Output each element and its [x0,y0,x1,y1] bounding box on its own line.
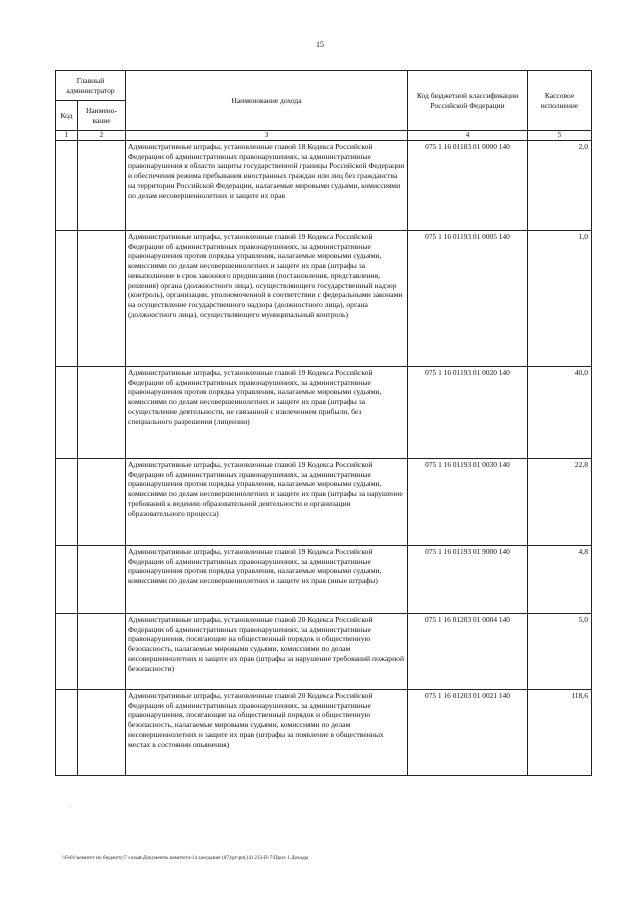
row-income-name: Административные штрафы, установленные главой 19 Кодекса Российской Федерации об административных правонарушениях, за административные правонарушения против порядка управления, налагаемые мировыми судьями, комиссиями по делам несовершеннолетних и защите их прав (иные штрафы) [126,546,408,614]
row-naming [78,690,126,776]
row-income-name: Административные штрафы, установленные главой 19 Кодекса Российской Федерации об административных правонарушениях, за административные правонарушения против порядка управления, налагаемые мировыми судьями, комиссиями по делам несовершеннолетних и защите их прав (штрафы за невыполнение в срок законного предписания (постановления, представления, решения) органа (должностного лица), осуществляющего государственный надзор (контроль), организации, уполномоченной в соответствии с федеральными законами на осуществление государственного надзора (должностного лица), органа (должностного лица), осуществляющего муниципальный контроль) [126,231,408,367]
row-code [56,546,78,614]
column-number: 1 [56,131,78,141]
header-naming: Наимено-вание [78,101,126,131]
table-row [56,614,592,690]
row-amount: 40,0 [528,367,592,459]
row-income-name: Административные штрафы, установленные главой 18 Кодекса Российской Федерации об административных правонарушениях, за административные правонарушения в области защиты государственной границы Российской Федерации и обеспечения режима пребывания иностранных граждан или лиц без гражданства на территории Российской Федерации, налагаемые мировыми судьями, комиссиями по делам несовершеннолетних и защите их прав [126,141,408,231]
row-naming [78,546,126,614]
column-number: 2 [78,131,126,141]
row-amount: 2,0 [528,141,592,231]
row-amount: 118,6 [528,690,592,776]
row-code [56,141,78,231]
row-amount: 5,0 [528,614,592,690]
header-main-admin: Главный администратор [56,71,126,101]
row-income-name: Административные штрафы, установленные главой 19 Кодекса Российской Федерации об административных правонарушениях, за административные правонарушения против порядка управления, налагаемые мировыми судьями, комиссиями по делам несовершеннолетних и защите их прав (штрафы за нарушение требований к ведению образовательной деятельности и организации образовательного процесса) [126,459,408,546]
row-amount: 1,0 [528,231,592,367]
row-code [56,459,78,546]
row-naming [78,231,126,367]
table-row [56,367,592,459]
row-budget-code: 075 1 16 01203 01 0021 140 [408,690,528,776]
table-row [56,690,592,776]
row-code [56,614,78,690]
row-code [56,690,78,776]
row-budget-code: 075 1 16 01193 01 0005 140 [408,231,528,367]
header-cash-execution: Кассовое исполнение [528,71,592,131]
row-budget-code: 075 1 16 01193 01 0030 140 [408,459,528,546]
column-number: 3 [126,131,408,141]
table-row [56,141,592,231]
row-income-name: Административные штрафы, установленные главой 20 Кодекса Российской Федерации об административных правонарушениях, за административные правонарушения, посягающие на общественный порядок и общественную безопасность, налагаемые мировыми судьями, комиссиями по делам несовершеннолетних и защите их прав (штрафы за нарушение требований пожарной безопасности) [126,614,408,690]
header-code: Код [56,101,78,131]
row-budget-code: 075 1 16 01193 01 9000 140 [408,546,528,614]
row-amount: 22,8 [528,459,592,546]
row-budget-code: 075 1 16 01193 01 0020 140 [408,367,528,459]
page-number: 15 [316,40,324,49]
row-naming [78,141,126,231]
row-naming [78,614,126,690]
row-naming [78,367,126,459]
row-amount: 4,8 [528,546,592,614]
column-number: 4 [408,131,528,141]
row-budget-code: 075 1 16 01183 01 0000 140 [408,141,528,231]
row-income-name: Административные штрафы, установленные главой 20 Кодекса Российской Федерации об административных правонарушениях, за административные правонарушения, посягающие на общественный порядок и общественную безопасность, налагаемые мировыми судьями, комиссиями по делам несовершеннолетних и защите их прав (штрафы за появление в общественных местах в состоянии опьянения) [126,690,408,776]
table-row [56,459,592,546]
row-budget-code: 075 1 16 01203 01 0004 140 [408,614,528,690]
header-budget-code: Код бюджетной классификации Российской Федерации [408,71,528,131]
footer-file-path: \\Fs01\комитет по бюджету\7 созыв\Документы комитета\14 заседание (07)\рг\рп(14) 233-П-7\Прил 1 Доходы [62,855,309,861]
row-code [56,231,78,367]
row-income-name: Административные штрафы, установленные главой 19 Кодекса Российской Федерации об административных правонарушениях, за административные правонарушения против порядка управления, налагаемые мировыми судьями, комиссиями по делам несовершеннолетних и защите их прав (штрафы за осуществление деятельности, не связанной с извлечением прибыли, без специального разрешения (лицензии) [126,367,408,459]
revenue-table [55,70,592,776]
row-naming [78,459,126,546]
row-code [56,367,78,459]
header-income-name: Наименование дохода [126,71,408,131]
table-row [56,546,592,614]
column-number-row [56,131,592,141]
table-row [56,231,592,367]
column-number: 5 [528,131,592,141]
stray-mark: . [70,803,72,809]
